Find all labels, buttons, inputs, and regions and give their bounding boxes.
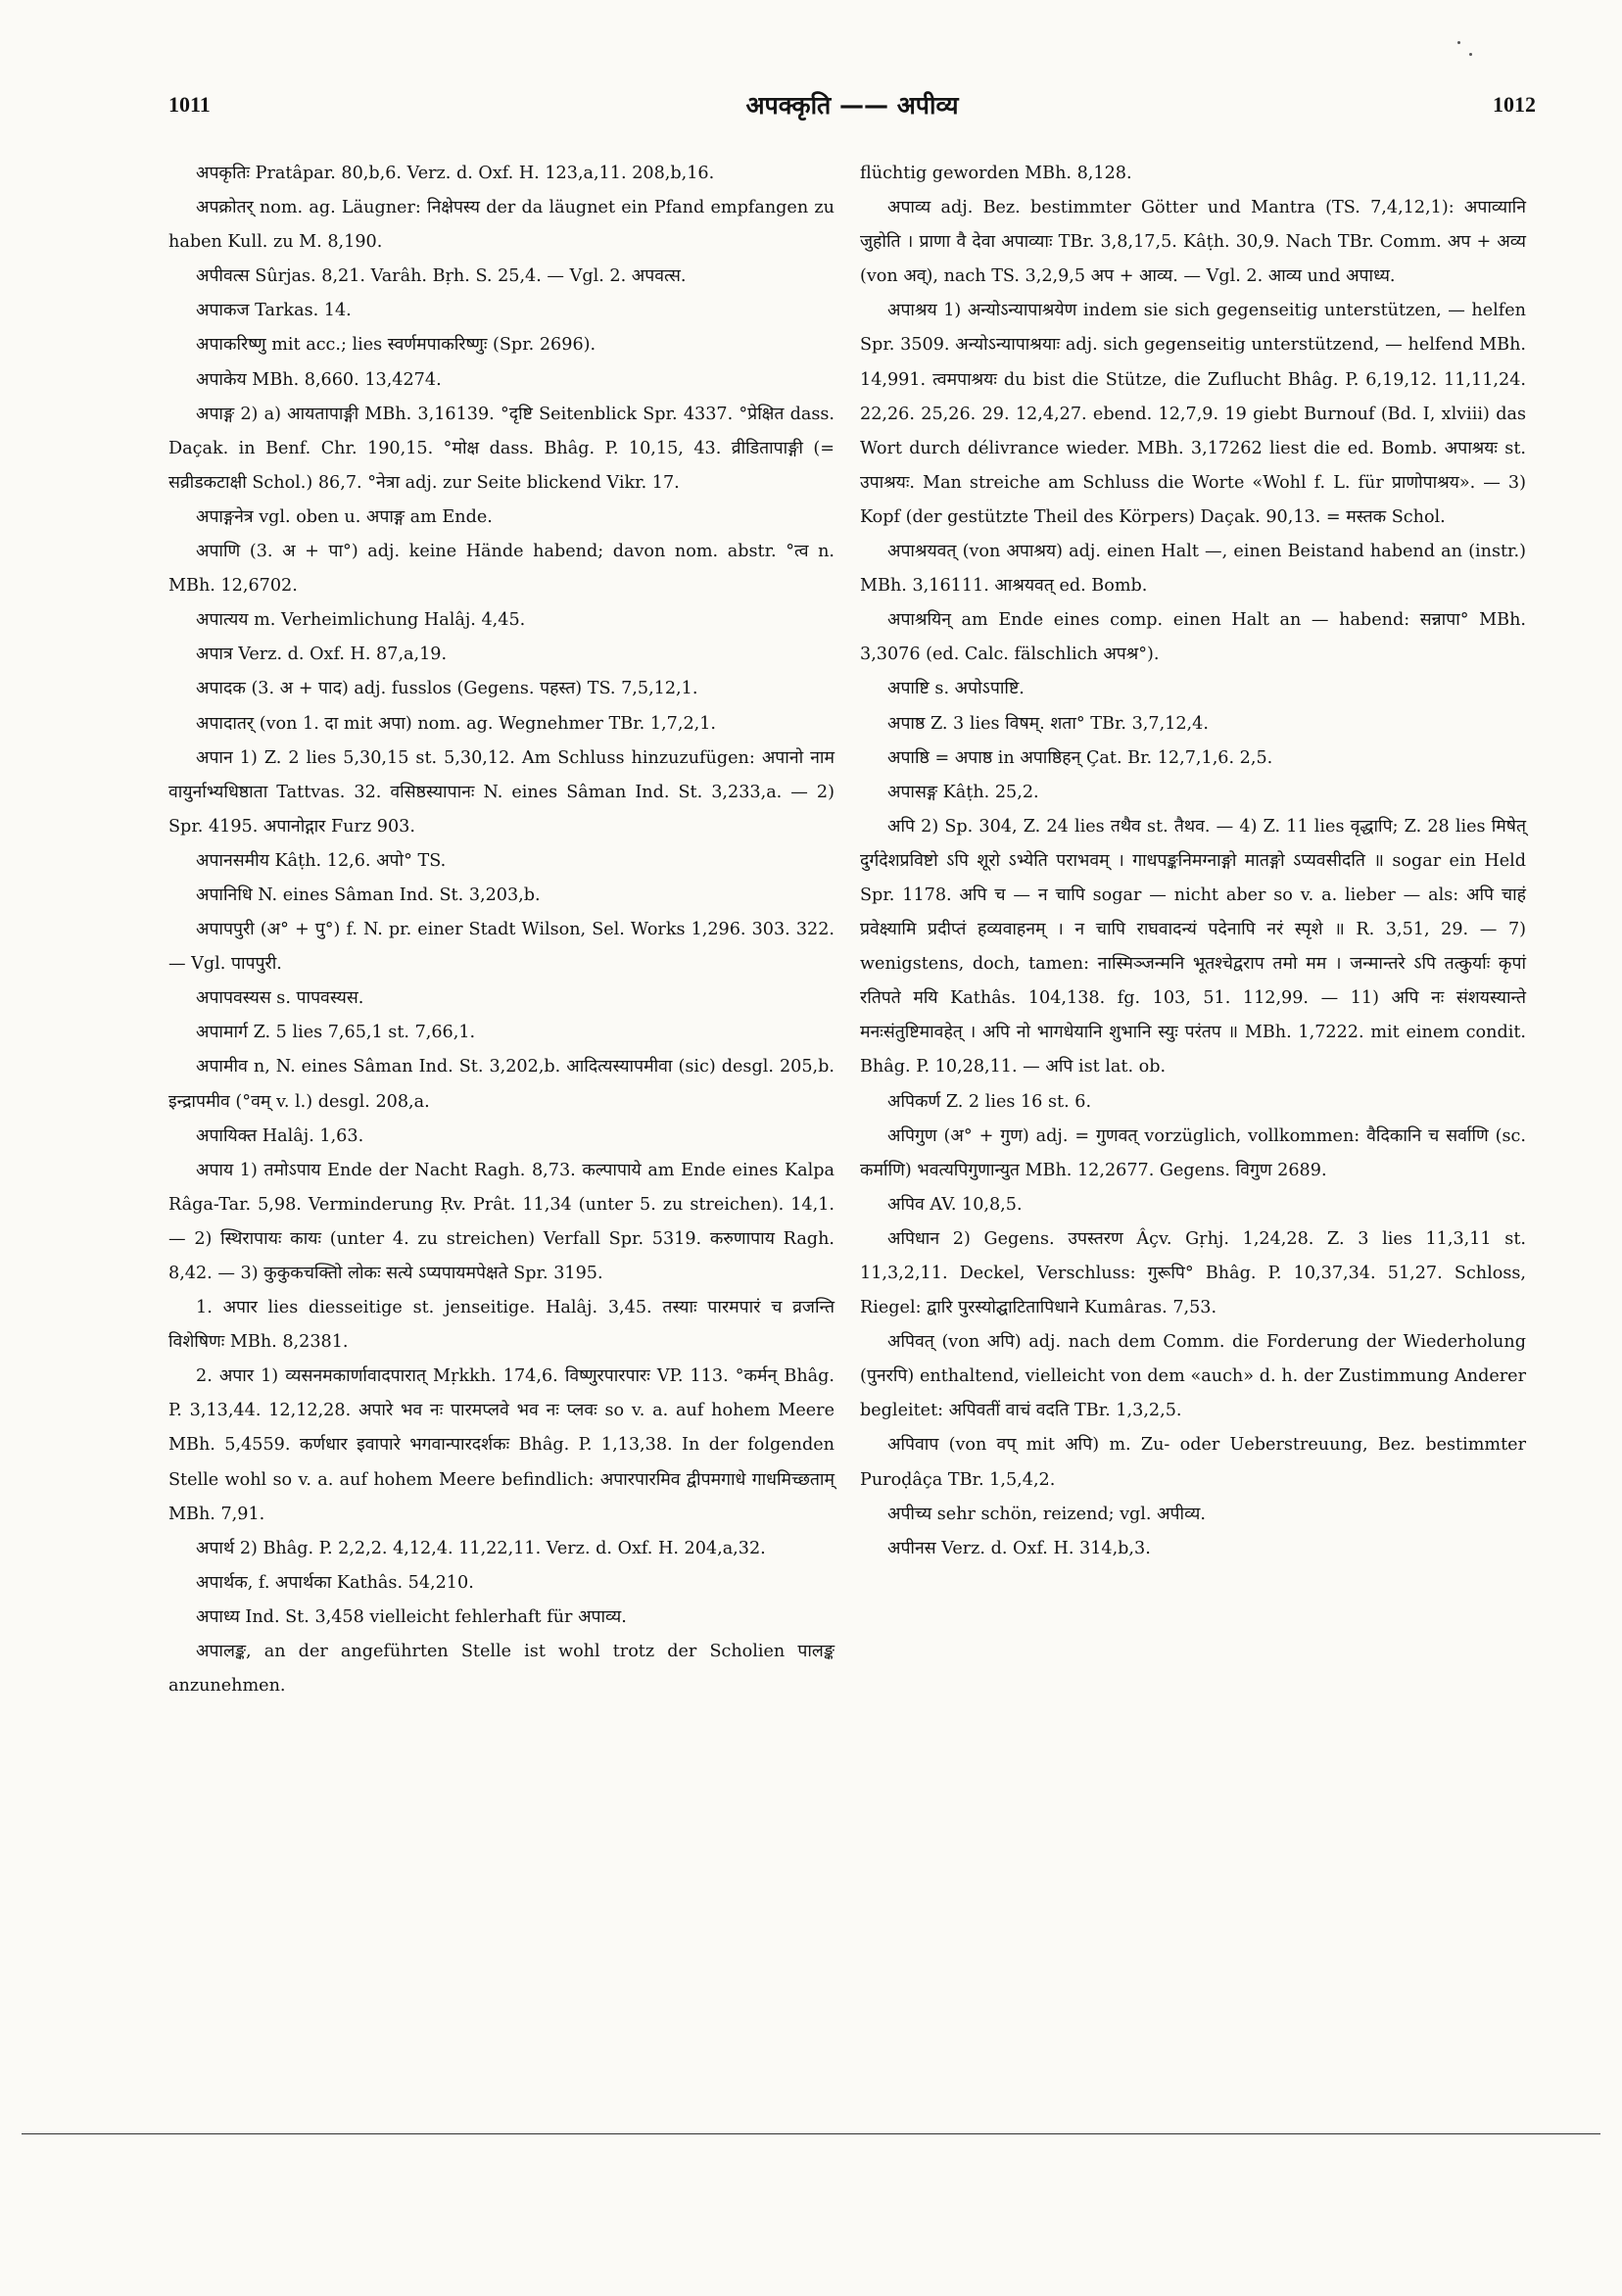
entry: अपात्यय m. Verheimlichung Halâj. 4,45. [196,610,526,631]
entry: अपाष्ठ Z. 3 lies विषम्. शता° TBr. 3,7,12,4. [887,713,1209,734]
entry: 2. अपार 1) व्यसनमकार्णावादपारात् Mṛkkh. 174,6. विष्णुरपारपारः VP. 113. °कर्मन् Bhâg. P. 3,13,44. 12,12,28. अपारे भव नः पारमप्लवे भव नः प्लवः so v. a. auf hohem Meere MBh. 5,4559. कर्णधार इवापारे भगवान्पारदर्शकः Bhâg. P. 1,13,38. In der folgenden Stelle wohl so v. a. auf hohem Meere befindlich: अपारपारमिव द्वीपमगाधे गाधमिच्छताम् MBh. 7,91. [168,1366,835,1524]
scan-speck [1457,41,1460,44]
entry: अपाष्टि s. अपोऽपाष्टि. [887,679,1025,699]
entry: अपासङ्ग Kâṭh. 25,2. [887,782,1039,802]
entry: अपार्थ 2) Bhâg. P. 2,2,2. 4,12,4. 11,22,11. Verz. d. Oxf. H. 204,a,32. [196,1538,766,1558]
entry: अपायिक्त Halâj. 1,63. [196,1125,364,1146]
entry: अपार्थक, f. अपार्थका Kathâs. 54,210. [196,1572,474,1593]
scan-speck [1469,53,1472,56]
entry: अपाष्ठि = अपाष्ठ in अपाष्ठिहन् Çat. Br. 12,7,1,6. 2,5. [887,747,1273,768]
entry: अपाश्रयवत् (von अपाश्रय) adj. einen Halt —, einen Beistand habend an (instr.) MBh. 3,16111. आश्रयवत् ed. Bomb. [860,542,1526,597]
entry: अपालङ्क, an der angeführten Stelle ist wohl trotz der Scholien पालङ्क anzunehmen. [168,1642,835,1697]
entry: अपानिधि N. eines Sâman Ind. St. 3,203,b. [196,885,541,905]
right-page-number: 1012 [1493,92,1536,117]
entry: अपिव AV. 10,8,5. [887,1194,1023,1215]
entry: अपानसमीय Kâṭh. 12,6. अपो° TS. [196,850,447,871]
entry: अपिवाप (von वप् mit अपि) m. Zu- oder Ueberstreuung, Bez. bestimmter Puroḍâça TBr. 1,5,4,2. [860,1435,1526,1490]
entry: अपिगुण (अ° + गुण) adj. = गुणवत् vorzüglich, vollkommen: वैदिकानि च सर्वाणि (sc. कर्माणि) भवत्यपिगुणान्युत MBh. 12,2677. Gegens. विगुण 2689. [860,1125,1526,1180]
entry: अपक्रोतर् nom. ag. Läugner: निक्षेपस्य der da läugnet ein Pfand empfangen zu haben Kull. zu M. 8,190. [168,198,835,253]
right-column [860,157,1526,1566]
entry: अपाध्य Ind. St. 3,458 vielleicht fehlerhaft für अपाव्य. [196,1606,627,1627]
entry: अपाङ्ग 2) a) आयतापाङ्गी MBh. 3,16139. °दृष्टि Seitenblick Spr. 4337. °प्रेक्षित dass. Daçak. in Benf. Chr. 190,15. °मोक्ष dass. Bhâg. P. 10,15, 43. व्रीडितापाङ्गी (= सव्रीडकटाक्षी Schol.) 86,7. °नेत्रा adj. zur Seite blickend Vikr. 17. [168,404,835,493]
entry: अपाश्रय 1) अन्योऽन्यापाश्रयेण indem sie sich gegenseitig unterstützen, — helfen Spr. 3509. अन्योऽन्यापाश्रयाः adj. sich gegenseitig unterstützend, — helfend MBh. 14,991. त्वमपाश्रयः du bist die Stütze, die Zuflucht Bhâg. P. 6,19,12. 11,11,24. 22,26. 25,26. 29. 12,4,27. ebend. 12,7,9. 19 giebt Burnouf (Bd. I, xlviii) das Wort durch délivrance wieder. MBh. 3,17262 liest die ed. Bomb. अपाश्रयः st. उपाश्रयः. Man streiche am Schluss die Worte «Wohl f. L. für प्राणोपाश्रय». — 3) Kopf (der gestützte Theil des Körpers) Daçak. 90,13. = मस्तक Schol. [860,301,1526,527]
entry: अपाय 1) तमोऽपाय Ende der Nacht Ragh. 8,73. कल्पापाये am Ende eines Kalpa Râga-Tar. 5,98. Verminderung Ṛv. Prât. 11,34 (unter 5. zu streichen). 14,1. — 2) स्थिरापायः कायः (unter 4. zu streichen) Verfall Spr. 5319. करुणापाय Ragh. 8,42. — 3) कुकुकचक्तिो लोकः सत्ये ऽप्यपायमपेक्षते Spr. 3195. [168,1160,835,1283]
entry: अपादातर् (von 1. दा mit अपा) nom. ag. Wegnehmer TBr. 1,7,2,1. [196,713,717,734]
left-column [168,157,835,1703]
entry: 1. अपार lies diesseitige st. jenseitige. Halâj. 3,45. तस्याः पारमपारं च व्रजन्ति विशेषिणः MBh. 8,2381. [168,1298,835,1353]
entry: अपापवस्यस s. पापवस्यस. [196,988,364,1009]
entry: अपीच्य sehr schön, reizend; vgl. अपीव्य. [887,1504,1206,1524]
entry: अपकृतिः Pratâpar. 80,b,6. Verz. d. Oxf. H. 123,a,11. 208,b,16. [196,164,715,183]
entry: अपीनस Verz. d. Oxf. H. 314,b,3. [887,1538,1151,1558]
entry: अपाङ्गनेत्र vgl. oben u. अपाङ्ग am Ende. [196,506,493,527]
entry: अपिकर्ण Z. 2 lies 16 st. 6. [887,1091,1092,1112]
entry: अपाकज Tarkas. 14. [196,301,352,321]
entry: अपीवत्स Sûrjas. 8,21. Varâh. Bṛh. S. 25,4. — Vgl. 2. अपवत्स. [196,266,687,287]
left-page-number: 1011 [168,92,211,117]
entry: अपि 2) Sp. 304, Z. 24 lies तथैव st. तैथव. — 4) Z. 11 lies वृद्धापि; Z. 28 lies मिषेत् दुर्गदेशप्रविष्टो ऽपि शूरो ऽभ्येति पराभवम् । गाधपङ्कनिमग्नाङ्गो मातङ्गो ऽप्यवसीदति ॥ sogar ein Held Spr. 1178. अपि च — न चापि sogar — nicht aber so v. a. lieber — als: अपि चाहं प्रवेक्ष्यामि प्रदीप्तं हव्यवाहनम् । न चापि राघवादन्यं पदेनापि नरं स्पृशे ॥ R. 3,51, 29. — 7) wenigstens, doch, tamen: नास्मिञ्जन्मनि भूतश्चेद्वराप तमो मम । जन्मान्तरे ऽपि तत्कुर्याः कृपां रतिपते मयि Kathâs. 104,138. fg. 103, 51. 112,99. — 11) अपि नः संशयस्यान्ते मनःसंतुष्टिमावहेत् । अपि नो भागधेयानि शुभानि स्युः परंतप ॥ MBh. 1,7222. mit einem condit. Bhâg. P. 10,28,11. — अपि ist lat. ob. [860,816,1526,1077]
bottom-rule [22,2133,1600,2134]
entry-continuation: flüchtig geworden MBh. 8,128. [860,164,1132,183]
entry: अपामीव n, N. eines Sâman Ind. St. 3,202,b. आदित्यस्यापमीवा (sic) desgl. 205,b. इन्द्रापमीव (°वम् v. l.) desgl. 208,a. [168,1057,835,1112]
entry: अपाकरिष्णु mit acc.; lies स्वर्णमपाकरिष्णुः (Spr. 2696). [196,335,596,356]
entry: अपिवत् (von अपि) adj. nach dem Comm. die Forderung der Wiederholung (पुनरपि) enthaltend, vielleicht von dem «auch» d. h. der Zustimmung Anderer begleitet: अपिवतीं वाचं वदति TBr. 1,3,2,5. [860,1332,1526,1421]
entry: अपादक (3. अ + पाद) adj. fusslos (Gegens. पहस्त) TS. 7,5,12,1. [196,679,698,699]
entry: अपाश्रयिन् am Ende eines comp. einen Halt an — habend: सन्नापा° MBh. 3,3076 (ed. Calc. fälschlich अपश्र°). [860,610,1526,665]
entry: अपिधान 2) Gegens. उपस्तरण Âçv. Gṛhj. 1,24,28. Z. 3 lies 11,3,11 st. 11,3,2,11. Deckel, Verschluss: गुरूपि° Bhâg. P. 10,37,34. 51,27. Schloss, Riegel: द्वारि पुरस्योद्घाटितापिधाने Kumâras. 7,53. [860,1228,1526,1318]
page-header [168,92,1536,125]
entry: अपाणि (3. अ + पा°) adj. keine Hände habend; davon nom. abstr. °त्व n. MBh. 12,6702. [168,542,835,597]
entry: अपाव्य adj. Bez. bestimmter Götter und Mantra (TS. 7,4,12,1): अपाव्यानि जुहोति । प्राणा वै देवा अपाव्याः TBr. 3,8,17,5. Kâṭh. 30,9. Nach TBr. Comm. अप + अव्य (von अव्), nach TS. 3,2,9,5 अप + आव्य. — Vgl. 2. आव्य und अपाध्य. [860,198,1526,287]
entry: अपात्र Verz. d. Oxf. H. 87,a,19. [196,645,448,665]
entry: अपापपुरी (अ° + पु°) f. N. pr. einer Stadt Wilson, Sel. Works 1,296. 303. 322. — Vgl. पापपुरी. [168,920,835,975]
entry: अपाकेय MBh. 8,660. 13,4274. [196,369,442,390]
running-title: अपक्कृति —— अपीव्य [745,91,959,120]
entry: अपामार्ग Z. 5 lies 7,65,1 st. 7,66,1. [196,1023,476,1043]
entry: अपान 1) Z. 2 lies 5,30,15 st. 5,30,12. Am Schluss hinzuzufügen: अपानो नाम वायुर्नाभ्यधिष्ठाता Tattvas. 32. वसिष्ठस्यापानः N. eines Sâman Ind. St. 3,233,a. — 2) Spr. 4195. अपानोद्गार Furz 903. [168,747,835,837]
